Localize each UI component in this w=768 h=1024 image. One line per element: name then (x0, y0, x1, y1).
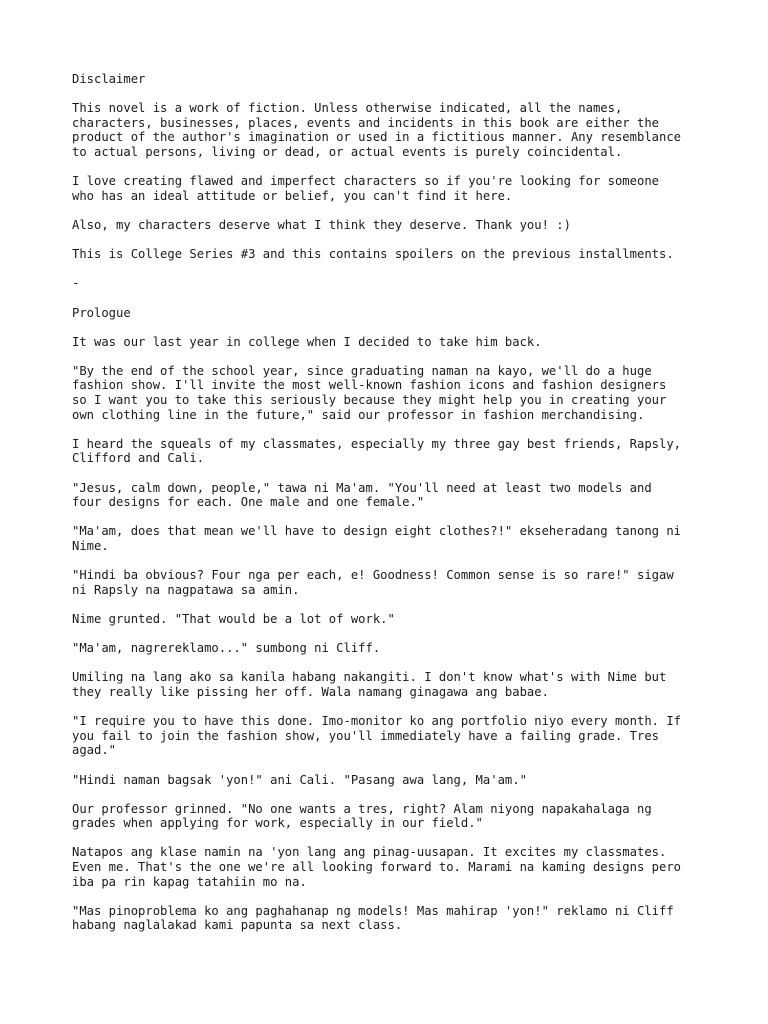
story-paragraph: "Ma'am, nagrereklamo..." sumbong ni Cliff. (72, 641, 381, 656)
story-paragraph: Our professor grinned. "No one wants a tres, right? Alam niyong napakahalaga ng grades when applying for work, especially in our field." (72, 801, 652, 831)
story-paragraph: It was our last year in college when I decided to take him back. (72, 334, 542, 349)
author-note-paragraph: I love creating flawed and imperfect characters so if you're looking for someone who has an ideal attitude or belief, you can't find it here. (72, 174, 659, 203)
document-page (72, 72, 712, 948)
author-thanks-paragraph: Also, my characters deserve what I think they deserve. Thank you! :) (72, 217, 571, 232)
disclaimer-paragraph: This novel is a work of fiction. Unless otherwise indicated, all the names, characters, businesses, places, events and incidents in this book are either the product of the author's imagination or used in a fictitious manner. Any resemblance to actual persons, living or dead, or actual events is purely coincidental. (72, 101, 682, 159)
story-paragraph: "Mas pinoproblema ko ang paghahanap ng models! Mas mahirap 'yon!" reklamo ni Cliff habang naglalakad kami papunta sa next class. (72, 903, 674, 933)
story-paragraph: Umiling na lang ako sa kanila habang nakangiti. I don't know what's with Nime but they really like pissing her off. Wala namang ginagawa ang babae. (72, 670, 667, 699)
story-paragraph: "I require you to have this done. Imo-monitor ko ang portfolio niyo every month. If you fail to join the fashion show, you'll immediately have a failing grade. Tres agad." (72, 714, 682, 758)
section-separator: - (72, 276, 80, 291)
story-paragraph: "Hindi ba obvious? Four nga per each, e! Goodness! Common sense is so rare!" sigaw ni Rapsly na nagpatawa sa amin. (72, 568, 674, 597)
disclaimer-heading: Disclaimer (72, 72, 146, 86)
story-paragraph: Nime grunted. "That would be a lot of work." (72, 611, 395, 626)
series-note-paragraph: This is College Series #3 and this contains spoilers on the previous installments. (72, 247, 674, 262)
story-paragraph: "Jesus, calm down, people," tawa ni Ma'am. "You'll need at least two models and four designs for each. One male and one female." (72, 480, 652, 510)
story-paragraph: I heard the squeals of my classmates, especially my three gay best friends, Rapsly, Clifford and Cali. (72, 436, 682, 466)
prologue-heading: Prologue (72, 305, 131, 320)
story-paragraph: "Hindi naman bagsak 'yon!" ani Cali. "Pasang awa lang, Ma'am." (72, 772, 527, 787)
story-paragraph: Natapos ang klase namin na 'yon lang ang pinag-uusapan. It excites my classmates. Even me. That's the one we're all looking forward to. Marami na kaming designs pero iba pa rin kapag tatahiin mo na. (72, 845, 682, 889)
story-paragraph: "By the end of the school year, since graduating naman na kayo, we'll do a huge fashion show. I'll invite the most well-known fashion icons and fashion designers so I want you to take this seriously because they might help you in creating your own clothing line in the future," said our professor in fashion merchandising. (72, 363, 667, 422)
story-paragraph: "Ma'am, does that mean we'll have to design eight clothes?!" ekseheradang tanong ni Nime. (72, 524, 682, 553)
